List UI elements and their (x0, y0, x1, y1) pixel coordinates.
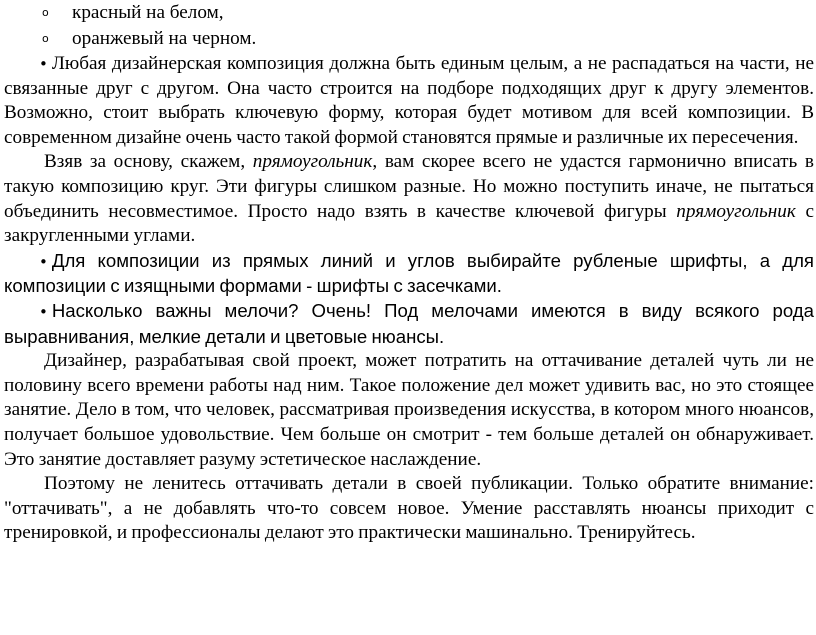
bullet-icon: • (39, 55, 48, 73)
sub-list-item (4, 26, 816, 52)
paragraph-text: Взяв за основу, скажем, (44, 151, 253, 173)
sub-list-item-text: оранжевый на черном. (72, 28, 257, 49)
bullet-paragraph-text: Насколько важны мелочи? Очень! Под мелочами имеются в виду всякого рода выравнивания, мелкие детали и цветовые нюансы. (4, 299, 814, 347)
paragraph-conclusion (4, 472, 816, 546)
paragraph-text: Дизайнер, разрабатывая свой проект, может потратить на оттачивание деталей чуть ли не половину всего времени работы над ним. Такое положение дел может удивить вас, но это стоящее занятие. Дело в том, что человек, рассматривая произведения искусства, в котором много нюансов, получает большое удовольствие. Чем больше он смотрит - тем больше деталей он обнаруживает. Это занятие доставляет разуму эстетическое наслаждение. (4, 350, 814, 470)
paragraph-text: , вам скорее всего не удастся гармонично вписать в такую композицию круг. Эти фигуры слишком разные. Но можно поступить иначе, не пытаться объединить несовместимое. Просто надо взять в качестве ключевой фигуры (4, 151, 814, 222)
circle-bullet-icon: o (42, 32, 49, 45)
bullet-paragraph-text: Любая дизайнерская композиция должна быть единым целым, а не распадаться на части, не связанные друг с другом. Она часто строится на подборе подходящих друг к другу элементов. Возможно, стоит выбрать ключевую форму, которая будет мотивом для всей композиции. В современном дизайне очень часто такой формой становятся прямые и различные их пересечения. (4, 53, 814, 148)
bullet-paragraph-text: Для композиции из прямых линий и углов выбирайте рубленые шрифты, а для композиции с изящными формами - шрифты с засечками. (4, 249, 814, 297)
italic-term: прямоугольник (676, 200, 796, 222)
circle-bullet-icon: o (42, 6, 49, 19)
document-page (4, 0, 816, 546)
paragraph-text: Поэтому не ленитесь оттачивать детали в своей публикации. Только обратите внимание: "оттачивать", а не добавлять что-то совсем новое. Умение расставлять нюансы приходит с тренировкой, и профессионалы делают это практически машинально. Тренируйтесь. (4, 473, 814, 544)
bullet-icon: • (39, 252, 48, 271)
sub-list-item-text: красный на белом, (72, 2, 224, 23)
paragraph-designer (4, 349, 816, 472)
bullet-icon: • (39, 302, 48, 321)
bullet-paragraph-fonts (4, 249, 816, 299)
sub-list-item (4, 0, 816, 26)
italic-term: прямоугольник (252, 151, 373, 173)
bullet-paragraph-composition (4, 52, 816, 150)
paragraph-rectangle (4, 150, 816, 248)
paragraph-text: с закругленными углами. (4, 200, 814, 247)
bullet-paragraph-details (4, 299, 816, 349)
